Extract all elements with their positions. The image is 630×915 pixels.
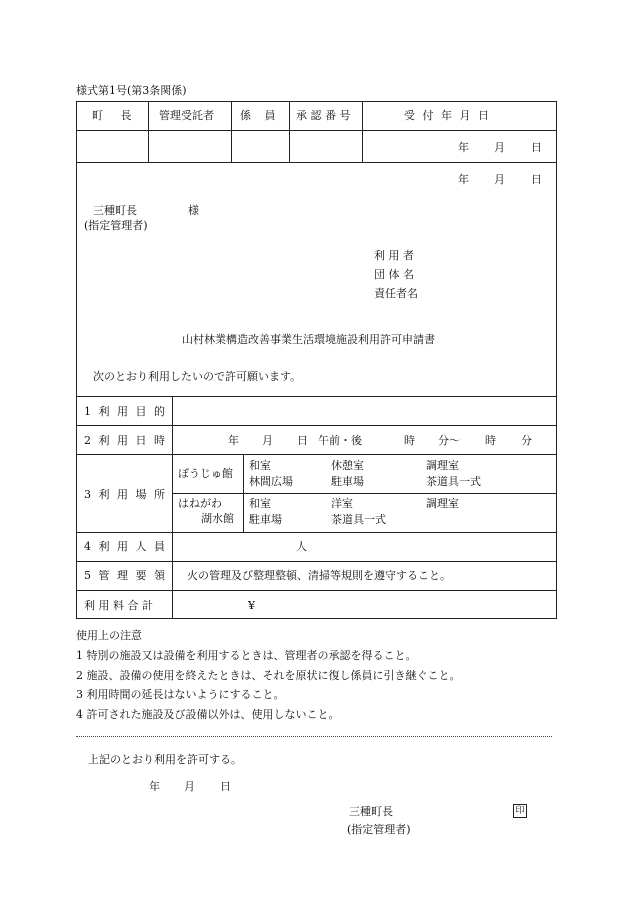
facility2-room-yoshitsu: 洋室 — [331, 497, 353, 510]
header-received-date: 受 付 年 月 日 — [404, 109, 489, 122]
form-number: 様式第1号(第3条関係) — [76, 84, 187, 97]
datetime-hour: 時 — [404, 434, 415, 447]
permit-day: 日 — [220, 780, 231, 793]
applicant-responsible-label: 責任者名 — [374, 287, 418, 300]
header-approval-number: 承 認 番 号 — [296, 109, 351, 122]
note-item: 4 許可された施設及び設備以外は、使用しないこと。 — [76, 708, 340, 721]
facility-hanegawa-line1: はねがわ — [178, 497, 222, 510]
facility1-room-washitsu: 和室 — [249, 459, 271, 472]
application-year: 年 — [458, 173, 469, 186]
facility1-room-choribishitsu: 調理室 — [426, 459, 459, 472]
datetime-ampm: 午前・後 — [318, 434, 362, 447]
row-place-label: 3 利 用 場 所 — [84, 488, 165, 501]
note-item: 3 利用時間の延長はないようにすること。 — [76, 688, 285, 701]
datetime-month: 月 — [262, 434, 273, 447]
datetime-hour-to: 時 — [485, 434, 496, 447]
applicant-user-label: 利 用 者 — [374, 249, 414, 262]
row-datetime-label: 2 利 用 日 時 — [84, 434, 165, 447]
seal-mark: 印 — [513, 804, 527, 818]
received-month: 月 — [494, 141, 505, 154]
application-day: 日 — [531, 173, 542, 186]
facility2-room-washitsu: 和室 — [249, 497, 271, 510]
datetime-year: 年 — [228, 434, 239, 447]
applicant-group-label: 団 体 名 — [374, 268, 414, 281]
datetime-day: 日 — [297, 434, 308, 447]
facility-boujukan: ぼうじゅ館 — [178, 467, 233, 480]
note-item: 1 特別の施設又は設備を利用するときは、管理者の承認を得ること。 — [76, 649, 417, 662]
dotted-separator — [76, 736, 552, 737]
permit-manager: (指定管理者) — [347, 823, 411, 836]
permit-mayor: 三種町長 — [349, 805, 393, 818]
document-title: 山村林業構造改善事業生活環境施設利用許可申請書 — [182, 333, 435, 346]
fee-currency: ¥ — [248, 599, 255, 612]
addressee-mayor: 三種町長 — [93, 204, 137, 217]
facility-hanegawa-line2: 湖水館 — [201, 512, 234, 525]
note-item: 2 施設、設備の使用を終えたときは、それを原状に復し係員に引き継ぐこと。 — [76, 669, 461, 682]
permit-text: 上記のとおり利用を許可する。 — [88, 753, 242, 766]
datetime-minute-from: 分～ — [438, 434, 460, 447]
received-day: 日 — [531, 141, 542, 154]
header-staff: 係 員 — [240, 109, 276, 122]
row-people-label: 4 利 用 人 員 — [84, 540, 165, 553]
received-year: 年 — [458, 141, 469, 154]
row-purpose-label: 1 利 用 目 的 — [84, 405, 165, 418]
datetime-minute-to: 分 — [521, 434, 532, 447]
permit-year: 年 — [149, 780, 160, 793]
facility1-room-parking: 駐車場 — [331, 475, 364, 488]
notes-title: 使用上の注意 — [76, 629, 142, 642]
request-text: 次のとおり利用したいので許可願います。 — [93, 370, 302, 383]
rules-text: 火の管理及び整理整頓、清掃等規則を遵守すること。 — [187, 569, 451, 582]
application-month: 月 — [494, 173, 505, 186]
row-fee-label: 利 用 料 合 計 — [84, 599, 153, 612]
facility1-room-rinkan-hiroba: 林間広場 — [249, 475, 293, 488]
row-rules-label: 5 管 理 要 領 — [84, 569, 165, 582]
facility2-room-tea-set: 茶道具一式 — [331, 513, 386, 526]
addressee-honorific: 様 — [188, 204, 199, 217]
people-unit: 人 — [296, 540, 307, 553]
facility1-room-tea-set: 茶道具一式 — [426, 475, 481, 488]
header-manager: 管理受託者 — [159, 109, 214, 122]
addressee-manager: (指定管理者) — [84, 219, 148, 232]
facility2-room-parking: 駐車場 — [249, 513, 282, 526]
permit-month: 月 — [184, 780, 195, 793]
header-mayor: 町 長 — [92, 109, 132, 122]
facility2-room-choribishitsu: 調理室 — [426, 497, 459, 510]
facility1-room-kyukeishitsu: 休憩室 — [331, 459, 364, 472]
